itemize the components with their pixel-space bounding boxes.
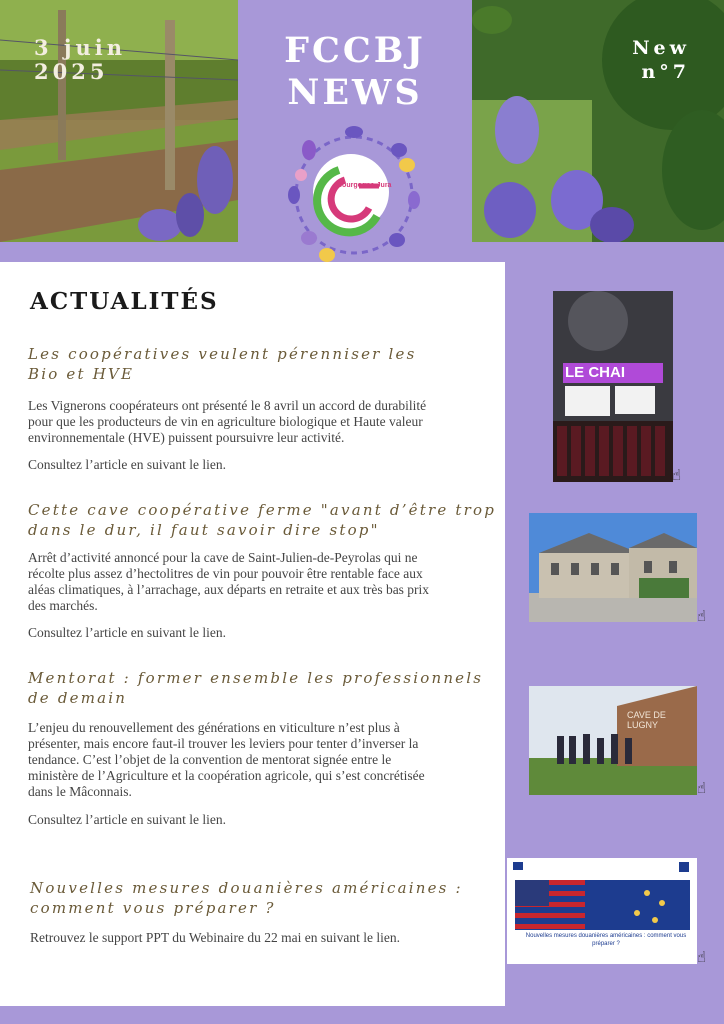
article-4-body-line[interactable]: Retrouvez le support PPT du Webinaire du 22 mai en suivant le lien.	[30, 930, 400, 945]
newsletter-title-line1: FCCBJ	[284, 30, 426, 71]
article-2-title-line2: dans le dur, il faut savoir dire stop"	[28, 521, 380, 539]
thumbnail-cave-de-lugny[interactable]	[529, 686, 697, 795]
hand-pointer-icon[interactable]: ☝	[672, 466, 682, 484]
article-4-title-line2: comment vous préparer ?	[30, 899, 276, 917]
newsletter-title	[238, 30, 472, 114]
article-1-title-line2: Bio et HVE	[28, 365, 135, 383]
logo-caption: Bourgogne-Jura	[337, 182, 392, 189]
issue-number	[632, 36, 690, 84]
article-2-title-line1: Cette cave coopérative ferme "avant d’être trop	[28, 501, 497, 519]
article-3-title-line1: Mentorat : former ensemble les professionnels	[28, 669, 484, 687]
article-2-body-line: des marchés.	[28, 598, 98, 613]
section-title: ACTUALITÉS	[30, 288, 219, 315]
article-2	[28, 500, 498, 641]
article-2-body-line: Arrêt d’activité annoncé pour la cave de Saint-Julien-de-Peyrolas qui ne	[28, 550, 418, 565]
issue-number-value: n°7	[641, 61, 690, 83]
article-3-title[interactable]	[28, 668, 498, 708]
thumbnail-webinar-slide[interactable]	[507, 858, 697, 964]
hand-pointer-icon[interactable]: ☝	[697, 607, 707, 625]
issue-number-label: New	[632, 37, 690, 59]
article-3-body-line: présenter, mais encore faut-il trouver les leviers pour tenter d’inverser la	[28, 736, 419, 751]
article-3-body	[28, 720, 498, 800]
article-1	[28, 344, 498, 473]
article-4	[30, 878, 500, 946]
fccbj-logo	[279, 120, 429, 270]
thumbnail-le-chai[interactable]	[553, 291, 673, 482]
thumbnail-cave-building[interactable]	[529, 513, 697, 622]
article-3-link[interactable]: Consultez l’article en suivant le lien.	[28, 812, 226, 827]
article-4-title[interactable]	[30, 878, 500, 918]
slide-caption-line1: Nouvelles mesures douanières américaines : comment vous	[525, 933, 687, 939]
article-1-body-line: pour que les producteurs de vin en agriculture biologique et Haute valeur	[28, 414, 423, 429]
slide-caption	[521, 932, 691, 948]
issue-date-year: 2025	[34, 59, 109, 84]
article-4-body[interactable]	[30, 930, 500, 946]
hand-pointer-icon[interactable]: ☝	[697, 948, 707, 966]
slide-caption-line2: préparer ?	[592, 941, 620, 947]
cave-sign-text: CAVE DE LUGNY	[627, 710, 666, 730]
article-2-body	[28, 550, 498, 614]
article-3-body-line: ministère de l’Agriculture et la coopération agricole, qui s’est concrétisée	[28, 768, 425, 783]
newsletter-title-line2: NEWS	[287, 72, 423, 113]
article-3-body-line: tendance. C’est l’objet de la convention de mentorat signée entre le	[28, 752, 392, 767]
article-1-title-line1: Les coopératives veulent pérenniser les	[28, 345, 417, 363]
article-1-title[interactable]	[28, 344, 498, 384]
article-2-body-line: aléas climatiques, à l’arrachage, aux départs en retraite et aux très bas prix	[28, 582, 430, 597]
article-1-link[interactable]: Consultez l’article en suivant le lien.	[28, 457, 226, 472]
chai-sign-text: LE CHAI	[565, 364, 625, 381]
article-1-body-line: Les Vignerons coopérateurs ont présenté le 8 avril un accord de durabilité	[28, 398, 427, 413]
issue-date	[34, 36, 126, 84]
article-2-link[interactable]: Consultez l’article en suivant le lien.	[28, 625, 226, 640]
article-1-body	[28, 398, 498, 446]
article-4-title-line1: Nouvelles mesures douanières américaines :	[30, 879, 463, 897]
article-3-body-line: dans le Mâconnais.	[28, 784, 132, 799]
article-3-body-line: L’enjeu du renouvellement des générations en viticulture n’est plus à	[28, 720, 400, 735]
article-1-body-line: environnementale (HVE) puissent poursuivre leur activité.	[28, 430, 345, 445]
article-2-body-line: récolte plus assez d’hectolitres de vin pour pouvoir être rentable face aux	[28, 566, 423, 581]
article-2-title[interactable]	[28, 500, 498, 540]
article-3	[28, 668, 498, 828]
issue-date-day: 3 juin	[34, 35, 127, 60]
article-3-title-line2: de demain	[28, 689, 128, 707]
hand-pointer-icon[interactable]: ☝	[697, 779, 707, 797]
